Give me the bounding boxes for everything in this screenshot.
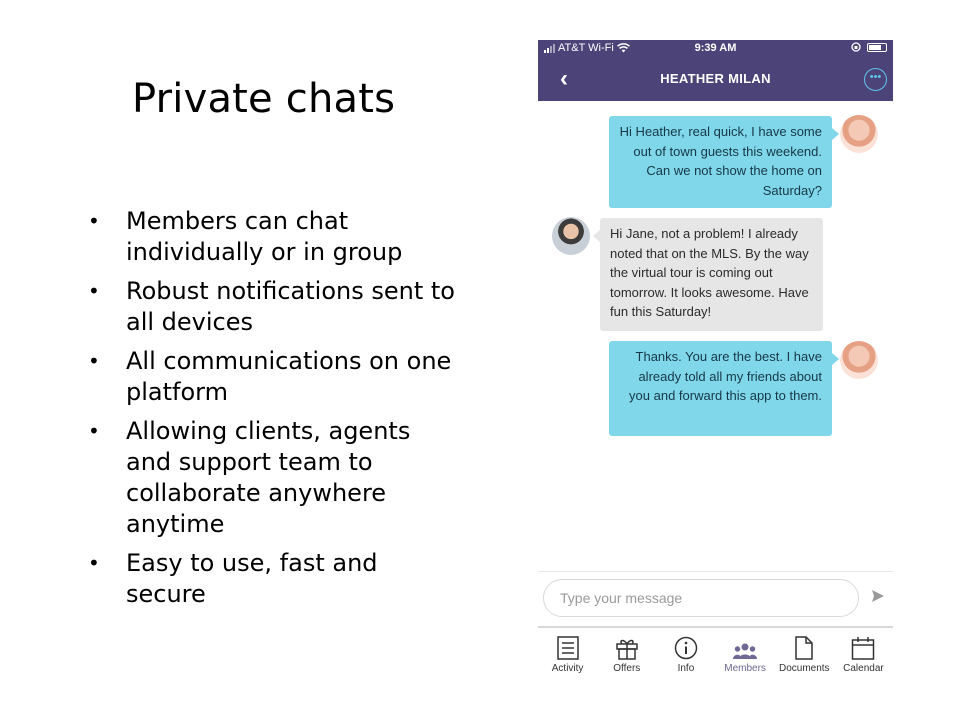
tab-label: Activity (551, 663, 584, 674)
message-outgoing[interactable]: Hi Heather, real quick, I have some out of town guests this weekend. Can we not show the home on Saturday? (609, 116, 832, 208)
tab-label: Calendar (843, 663, 884, 674)
tab-activity[interactable] (538, 628, 597, 680)
jane-avatar (840, 115, 878, 153)
members-icon (732, 642, 758, 660)
info-icon (674, 636, 698, 660)
chat-title: HEATHER MILAN (660, 71, 771, 86)
status-right (851, 42, 887, 52)
bullet-text: Robust notifications sent to all devices (126, 277, 455, 336)
message-incoming[interactable]: Hi Jane, not a problem! I already noted that on the MLS. By the way the virtual tour is coming out tomorrow. It looks awesome. Have fun this Saturday! (600, 218, 823, 331)
tab-members[interactable] (716, 628, 775, 680)
tab-label: Members (724, 663, 766, 674)
jane-avatar (840, 341, 878, 379)
status-time: 9:39 AM (694, 42, 737, 54)
bullet-item (88, 548, 458, 610)
battery-icon (867, 43, 887, 52)
gift-icon (615, 636, 639, 660)
carrier-label: AT&T Wi-Fi (558, 42, 614, 54)
phone-screenshot (538, 40, 893, 680)
message-composer (538, 571, 893, 627)
bullet-text: Members can chat individually or in group (126, 207, 403, 266)
message-outgoing[interactable]: Thanks. You are the best. I have already told all my friends about you and forward this app to them. (609, 341, 832, 436)
chat-header (538, 58, 893, 101)
chevron-left-icon[interactable]: ‹ (560, 65, 568, 92)
bullet-item (88, 206, 458, 268)
bullet-text: Allowing clients, agents and support team to collaborate anywhere anytime (126, 417, 411, 538)
tab-calendar[interactable] (834, 628, 893, 680)
slide-title: Private chats (132, 76, 396, 122)
tab-documents[interactable] (775, 628, 834, 680)
tab-label: Offers (613, 663, 641, 674)
bullet-text: Easy to use, fast and secure (126, 549, 378, 608)
heather-avatar (552, 217, 590, 255)
orientation-lock-icon (851, 42, 861, 52)
tab-label: Documents (778, 663, 830, 674)
bullet-text: All communications on one platform (126, 347, 452, 406)
bullet-icon: • (88, 279, 100, 303)
bullet-icon: • (88, 419, 100, 443)
send-icon[interactable] (871, 589, 885, 603)
bottom-tab-bar (538, 626, 893, 680)
ellipsis-circle-icon[interactable]: ••• (864, 68, 887, 91)
document-icon (794, 636, 814, 660)
bullet-item (88, 276, 458, 338)
message-list[interactable] (538, 101, 893, 571)
message-input[interactable]: Type your message (543, 579, 859, 617)
bullet-list (88, 206, 458, 618)
bullet-item (88, 416, 458, 540)
list-icon (557, 636, 579, 660)
calendar-icon (851, 636, 875, 660)
bullet-icon: • (88, 551, 100, 575)
status-bar (538, 40, 893, 58)
tab-info[interactable] (656, 628, 715, 680)
bullet-icon: • (88, 349, 100, 373)
bullet-item (88, 346, 458, 408)
tab-label: Info (677, 663, 695, 674)
bullet-icon: • (88, 209, 100, 233)
tab-offers[interactable] (597, 628, 656, 680)
